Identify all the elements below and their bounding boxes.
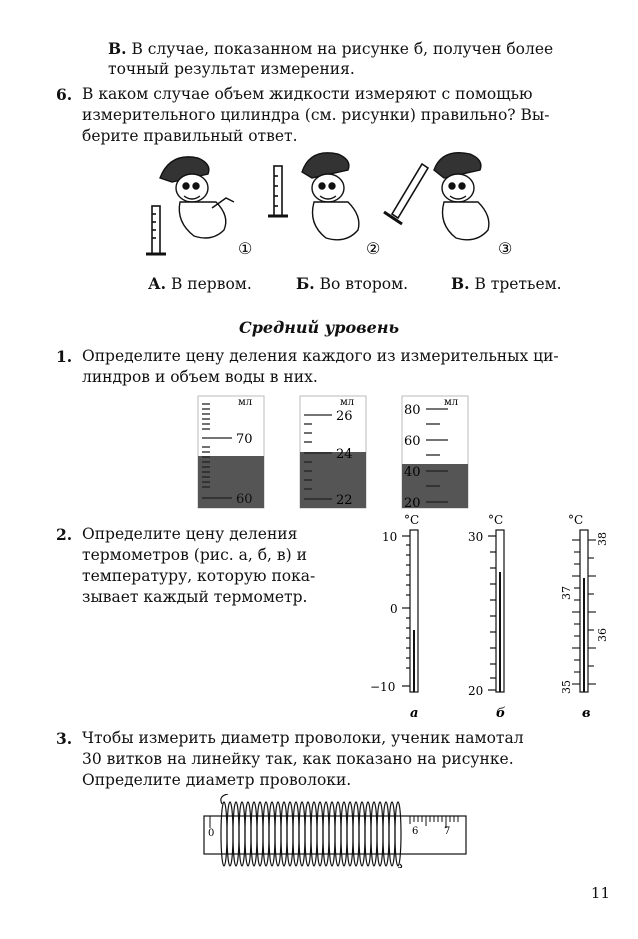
- thermometers-figure: [362, 512, 616, 724]
- thermometer-b-caption: б: [496, 706, 506, 721]
- task1-number: 1.: [56, 347, 73, 366]
- task3-number: 3.: [56, 729, 73, 748]
- task1-line-1: Определите цену деления каждого из измерительных ци-: [82, 347, 559, 365]
- boy-3-figure: [434, 153, 489, 240]
- task3-line-2: 30 витков на линейку так, как показано на рисунке.: [82, 750, 514, 768]
- answer-b: [296, 273, 408, 295]
- section-heading: Средний уровень: [238, 318, 400, 337]
- ruler-label-6: 6: [412, 826, 419, 837]
- cylinder-3-figure: [384, 164, 428, 224]
- cylinder-3-unit: мл: [444, 397, 459, 408]
- task2-line-4: зывает каждый термометр.: [82, 588, 308, 606]
- answer-a-label: А.: [148, 274, 167, 293]
- thermometer-b-unit: °C: [488, 513, 504, 527]
- thermometer-a-unit: °C: [404, 513, 420, 527]
- thermometer-c-label-36: 36: [596, 628, 609, 642]
- cylinder-2-label-22: 22: [336, 493, 353, 508]
- thermometer-a-label-10: 10: [382, 530, 398, 544]
- thermometer-c-label-37: 37: [560, 586, 573, 600]
- thermometer-c-unit: °C: [568, 513, 584, 527]
- answer-a-text: В первом.: [170, 275, 252, 293]
- cylinder-3-label-60: 60: [404, 434, 421, 449]
- answer-b-text: Во втором.: [319, 275, 409, 293]
- thermometer-b-label-20: 20: [468, 684, 484, 698]
- answer-a: [148, 273, 252, 295]
- cylinder-2-figure: [268, 166, 288, 216]
- thermometer-a: [370, 513, 419, 721]
- task1-line-2: линдров и объем воды в них.: [82, 368, 318, 386]
- intro-text: В случае, показанном на рисунке б, получен более: [131, 40, 554, 58]
- cylinder-1-label-70: 70: [236, 432, 253, 447]
- cylinder-2-unit: мл: [340, 397, 355, 408]
- q6-line-1: В каком случае объем жидкости измеряют с помощью: [82, 85, 533, 103]
- thermometer-c-caption: в: [582, 706, 591, 721]
- intro-cont: точный результат измерения.: [108, 60, 355, 78]
- q6-number: 6.: [56, 85, 73, 104]
- thermometer-c-label-35: 35: [560, 680, 573, 694]
- cylinder-1-label-60: 60: [236, 492, 253, 507]
- cylinders-figure: [196, 394, 472, 510]
- thermometer-b-label-30: 30: [468, 530, 484, 544]
- answer-c: [451, 273, 562, 295]
- boy-1-figure: [160, 157, 234, 238]
- intro-line: [108, 38, 553, 60]
- thermometer-b: [468, 513, 506, 721]
- ruler-label-0: 0: [208, 828, 215, 839]
- intro-label: В.: [108, 39, 127, 58]
- cylinder-2-label-26: 26: [336, 409, 353, 424]
- marker-3: ③: [498, 239, 513, 258]
- answer-b-label: Б.: [296, 274, 315, 293]
- marker-1: ①: [238, 239, 253, 258]
- marker-2: ②: [366, 239, 381, 258]
- cylinder-2: [300, 396, 366, 508]
- cylinder-1-unit: мл: [238, 397, 253, 408]
- cylinder-1-figure: [146, 206, 166, 254]
- q6-line-2: измерительного цилиндра (см. рисунки) правильно? Вы-: [82, 106, 550, 124]
- q6-line-3: берите правильный ответ.: [82, 127, 298, 145]
- task2-number: 2.: [56, 525, 73, 544]
- thermometer-c: [560, 513, 609, 721]
- wire-ruler-figure: [196, 794, 472, 868]
- cylinder-3-label-40: 40: [404, 465, 421, 480]
- boy-2-figure: [302, 153, 359, 240]
- task2-line-1: Определите цену деления: [82, 525, 298, 543]
- ruler-label-7: 7: [444, 826, 451, 837]
- q6-illustration: [140, 148, 520, 260]
- cylinder-2-label-24: 24: [336, 447, 353, 462]
- cylinder-1: [198, 396, 264, 508]
- thermometer-a-caption: а: [410, 706, 419, 721]
- cylinder-3-label-20: 20: [404, 496, 421, 510]
- answer-c-text: В третьем.: [474, 275, 562, 293]
- task2-line-2: термометров (рис. а, б, в) и: [82, 546, 307, 564]
- task3-line-1: Чтобы измерить диаметр проволоки, ученик намотал: [82, 729, 524, 747]
- cylinder-3-label-80: 80: [404, 403, 421, 418]
- page-number: 11: [590, 884, 610, 902]
- answer-c-label: В.: [451, 274, 470, 293]
- task2-line-3: температуру, которую пока-: [82, 567, 316, 585]
- thermometer-a-label-minus10: −10: [370, 680, 396, 694]
- thermometer-a-label-0: 0: [390, 602, 398, 616]
- thermometer-c-label-38: 38: [596, 532, 609, 546]
- cylinder-3: [402, 396, 468, 510]
- task3-line-3: Определите диаметр проволоки.: [82, 771, 352, 789]
